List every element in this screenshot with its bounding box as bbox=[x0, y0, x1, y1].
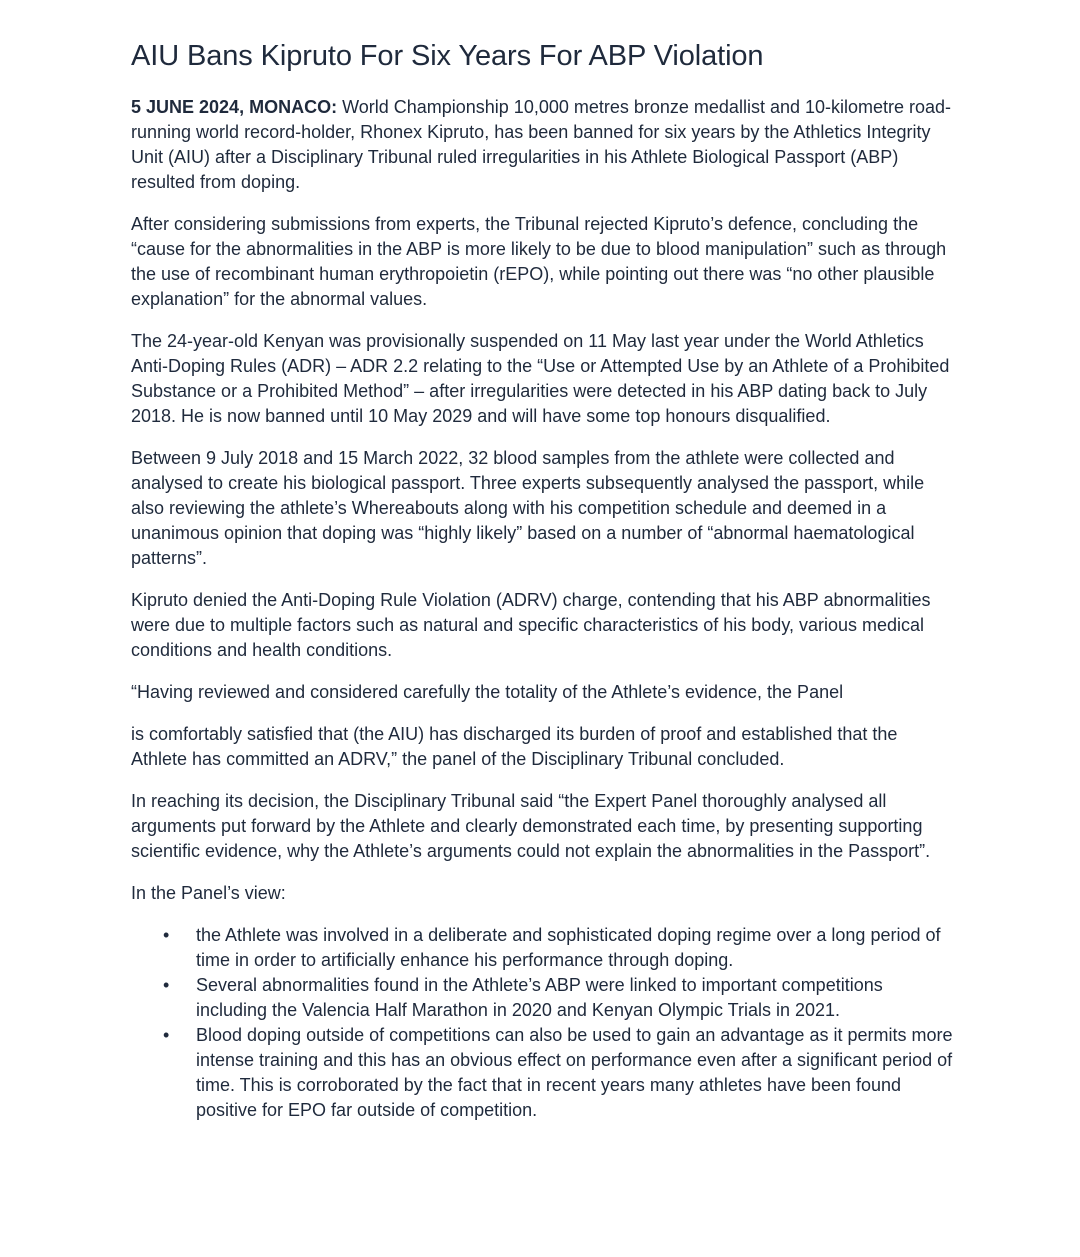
bullet-icon: • bbox=[163, 975, 170, 995]
paragraph-tribunal-rejection: After considering submissions from experts, the Tribunal rejected Kipruto’s defence, concluding the “cause for the abnormalities in the ABP is more likely to be due to blood manipulation” such as through the use of recombinant human erythropoietin (rEPO), while pointing out there was “no other plausible explanation” for the abnormal values. bbox=[131, 214, 947, 309]
bullet-icon: • bbox=[163, 925, 170, 945]
paragraph-panel-view-intro: In the Panel’s view: bbox=[131, 883, 286, 903]
lead-paragraph bbox=[131, 95, 953, 195]
lead-text: World Championship 10,000 metres bronze medallist and 10-kilometre road-running world record-holder, Rhonex Kipruto, has been banned for six years by the Athletics Integrity Unit (AIU) after a Disciplinary Tribunal ruled irregularities in his Athlete Biological Passport (ABP) resulted from doping. bbox=[131, 97, 952, 192]
panel-view-list bbox=[131, 923, 953, 1123]
paragraph-panel-quote-end: is comfortably satisfied that (the AIU) has discharged its burden of proof and established that the Athlete has committed an ADRV,” the panel of the Disciplinary Tribunal concluded. bbox=[131, 724, 898, 769]
paragraph-tribunal-decision: In reaching its decision, the Disciplinary Tribunal said “the Expert Panel thoroughly analysed all arguments put forward by the Athlete and clearly demonstrated each time, by presenting supporting scientific evidence, why the Athlete’s arguments could not explain the abnormalities in the Passport”. bbox=[131, 791, 931, 861]
list-item bbox=[131, 923, 953, 973]
list-item bbox=[131, 1023, 953, 1123]
paragraph-panel-quote-start: “Having reviewed and considered carefully the totality of the Athlete’s evidence, the Panel bbox=[131, 682, 844, 702]
page-title: AIU Bans Kipruto For Six Years For ABP Violation bbox=[131, 40, 764, 72]
paragraph-kipruto-denial: Kipruto denied the Anti-Doping Rule Violation (ADRV) charge, contending that his ABP abnormalities were due to multiple factors such as natural and specific characteristics of his body, various medical conditions and health conditions. bbox=[131, 590, 931, 660]
paragraph-provisional-suspension: The 24-year-old Kenyan was provisionally suspended on 11 May last year under the World Athletics Anti-Doping Rules (ADR) – ADR 2.2 relating to the “Use or Attempted Use by an Athlete of a Prohibited Substance or a Prohibited Method” – after irregularities were detected in his ABP dating back to July 2018. He is now banned until 10 May 2029 and will have some top honours disqualified. bbox=[131, 331, 950, 426]
list-item-text: the Athlete was involved in a deliberate and sophisticated doping regime over a long period of time in order to artificially enhance his performance through doping. bbox=[196, 925, 941, 970]
paragraph-blood-samples: Between 9 July 2018 and 15 March 2022, 32 blood samples from the athlete were collected and analysed to create his biological passport. Three experts subsequently analysed the passport, while also reviewing the athlete’s Whereabouts along with his competition schedule and deemed in a unanimous opinion that doping was “highly likely” based on a number of “abnormal haematological patterns”. bbox=[131, 448, 925, 568]
list-item bbox=[131, 973, 953, 1023]
list-item-text: Several abnormalities found in the Athlete’s ABP were linked to important competitions including the Valencia Half Marathon in 2020 and Kenyan Olympic Trials in 2021. bbox=[196, 975, 883, 1020]
dateline: 5 JUNE 2024, MONACO: bbox=[131, 97, 338, 117]
press-release bbox=[131, 36, 953, 1123]
bullet-icon: • bbox=[163, 1025, 170, 1045]
list-item-text: Blood doping outside of competitions can also be used to gain an advantage as it permits more intense training and this has an obvious effect on performance even after a significant period of time. This is corroborated by the fact that in recent years many athletes have been found positive for EPO far outside of competition. bbox=[196, 1025, 953, 1120]
